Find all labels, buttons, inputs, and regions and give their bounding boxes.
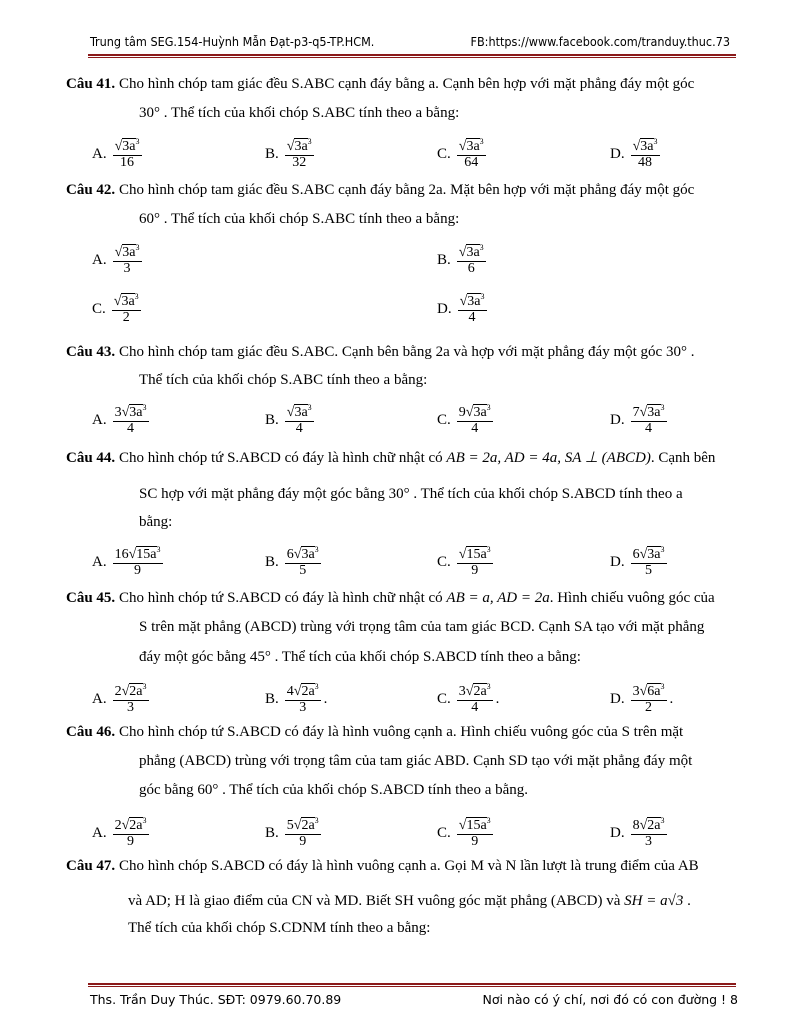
q46-line3: góc bằng 60° . Thể tích của khối chóp S.ABCD tính theo a bằng. — [139, 782, 529, 798]
q42-option-d — [437, 293, 487, 325]
radicand: 3a — [466, 245, 480, 260]
option-label: A. — [92, 553, 107, 570]
q41-option-b — [265, 138, 314, 170]
exponent: 3 — [142, 682, 147, 691]
fraction-denominator: 32 — [292, 154, 307, 170]
fraction-denominator: 48 — [638, 154, 653, 170]
footer-rule-thin — [88, 986, 736, 987]
radical-sign: √ — [458, 547, 467, 562]
q42-option-a — [92, 244, 142, 276]
radical-sign: √ — [293, 684, 302, 699]
fraction-numerator — [113, 546, 163, 564]
fraction-numerator — [457, 683, 493, 701]
question-47: Câu 47. Cho hình chóp S.ABCD có đáy là hình vuông cạnh a. Gọi M và N lần lượt là trung điểm của AB — [66, 858, 699, 874]
fraction-denominator: 9 — [471, 833, 479, 849]
exponent: 3 — [660, 816, 665, 825]
exponent: 3 — [314, 816, 319, 825]
question-42: Câu 42. Cho hình chóp tam giác đều S.ABC cạnh đáy bằng 2a. Mặt bên hợp với mặt phẳng đáy một góc — [66, 182, 695, 198]
option-fraction — [631, 546, 667, 578]
coefficient: 3 — [114, 405, 122, 420]
fraction-numerator — [113, 244, 142, 262]
option-fraction — [285, 138, 314, 170]
coefficient: 5 — [286, 818, 294, 833]
exponent: 3 — [142, 403, 147, 412]
q44-option-a — [92, 546, 163, 578]
radical-sign: √ — [459, 294, 468, 309]
header-right: FB:https://www.facebook.com/tranduy.thuc.73 — [470, 34, 730, 49]
q42-line2: 60° . Thể tích của khối chóp S.ABC tính theo a bằng: — [139, 211, 460, 227]
radical-sign: √ — [639, 405, 648, 420]
radicand: 3a — [467, 294, 481, 309]
question-43: Câu 43. Cho hình chóp tam giác đều S.ABC. Cạnh bên bằng 2a và hợp với mặt phẳng đáy một góc 30° . — [66, 344, 695, 360]
fraction-numerator — [113, 404, 149, 422]
option-fraction — [457, 817, 493, 849]
q41-option-a — [92, 138, 142, 170]
q46-option-c — [437, 817, 493, 849]
option-fraction — [631, 138, 660, 170]
radicand: 15a — [136, 547, 157, 562]
fraction-numerator — [631, 404, 667, 422]
option-label: D. — [610, 553, 625, 570]
option-fraction — [113, 404, 149, 436]
option-fraction — [458, 293, 487, 325]
radical-sign: √ — [458, 818, 467, 833]
q44-line3: bằng: — [139, 514, 173, 530]
exponent: 3 — [135, 243, 140, 252]
radical-sign: √ — [639, 547, 648, 562]
fraction-numerator — [112, 293, 141, 311]
exponent: 3 — [486, 545, 491, 554]
q41-option-d — [610, 138, 660, 170]
fraction-numerator — [113, 683, 149, 701]
radicand: 3a — [301, 547, 315, 562]
radical-sign: √ — [458, 245, 467, 260]
q46-option-a — [92, 817, 149, 849]
radical-sign: √ — [114, 245, 123, 260]
exponent: 3 — [314, 682, 319, 691]
radicand: 3a — [122, 139, 136, 154]
q42-option-c — [92, 293, 141, 325]
fraction-denominator: 16 — [120, 154, 135, 170]
option-fraction — [631, 404, 667, 436]
option-label: A. — [92, 145, 107, 162]
coefficient: 2 — [114, 684, 122, 699]
fraction-denominator: 64 — [464, 154, 479, 170]
q45-line3: đáy một góc bằng 45° . Thể tích của khối chóp S.ABCD tính theo a bằng: — [139, 649, 581, 665]
fraction-denominator: 6 — [467, 260, 475, 276]
q46-line2: phẳng (ABCD) trùng với trọng tâm của tam giác ABD. Cạnh SD tạo với mặt phẳng đáy một — [139, 753, 693, 769]
option-label: D. — [610, 145, 625, 162]
fraction-numerator — [631, 138, 660, 156]
q45-line2: S trên mặt phẳng (ABCD) trùng với trọng tâm của tam giác BCD. Cạnh SA tạo với mặt phẳng — [139, 619, 705, 635]
fraction-denominator: 4 — [471, 699, 479, 715]
option-fraction — [457, 404, 493, 436]
radicand: 2a — [473, 684, 487, 699]
q42-option-b — [437, 244, 486, 276]
q47-line3: Thể tích của khối chóp S.CDNM tính theo a bằng: — [128, 920, 431, 936]
coefficient: 3 — [632, 684, 640, 699]
option-label: B. — [265, 690, 279, 707]
option-fraction — [113, 244, 142, 276]
option-label: C. — [437, 553, 451, 570]
coefficient: 6 — [286, 547, 294, 562]
q45-option-d — [610, 683, 673, 715]
exponent: 3 — [314, 545, 319, 554]
exponent: 3 — [486, 682, 491, 691]
radicand: 3a — [121, 294, 135, 309]
option-label: B. — [265, 411, 279, 428]
q45-option-b — [265, 683, 327, 715]
radicand: 3a — [129, 405, 143, 420]
option-label: A. — [92, 251, 107, 268]
header-rule-thin — [88, 57, 736, 58]
option-fraction — [457, 546, 493, 578]
option-trailing: . — [323, 690, 328, 707]
fraction-denominator: 5 — [645, 562, 653, 578]
q43-option-d — [610, 404, 667, 436]
exponent: 3 — [307, 137, 312, 146]
q43-option-a — [92, 404, 149, 436]
q44-option-c — [437, 546, 493, 578]
option-label: C. — [437, 145, 451, 162]
fraction-denominator: 9 — [127, 833, 135, 849]
coefficient: 9 — [458, 405, 466, 420]
exponent: 3 — [660, 403, 665, 412]
radicand: 3a — [647, 405, 661, 420]
coefficient: 4 — [286, 684, 294, 699]
fraction-denominator: 3 — [127, 699, 135, 715]
fraction-numerator — [631, 683, 667, 701]
radicand: 3a — [122, 245, 136, 260]
exponent: 3 — [486, 816, 491, 825]
fraction-denominator: 3 — [123, 260, 131, 276]
coefficient: 8 — [632, 818, 640, 833]
option-fraction — [113, 138, 142, 170]
option-label: C. — [437, 690, 451, 707]
question-41: Câu 41. Cho hình chóp tam giác đều S.ABC cạnh đáy bằng a. Cạnh bên hợp với mặt phẳng đáy một góc — [66, 76, 695, 92]
option-trailing: . — [669, 690, 674, 707]
option-label: A. — [92, 690, 107, 707]
q41-option-c — [437, 138, 486, 170]
radical-sign: √ — [113, 294, 122, 309]
radicand: 3a — [466, 139, 480, 154]
option-fraction — [457, 683, 493, 715]
radical-sign: √ — [465, 405, 474, 420]
option-label: B. — [265, 824, 279, 841]
option-fraction — [113, 546, 163, 578]
fraction-numerator — [457, 404, 493, 422]
q44-option-d — [610, 546, 667, 578]
option-label: D. — [610, 411, 625, 428]
fraction-numerator — [457, 138, 486, 156]
radicand: 2a — [129, 684, 143, 699]
exponent: 3 — [134, 292, 139, 301]
radical-sign: √ — [286, 405, 295, 420]
option-label: C. — [437, 824, 451, 841]
fraction-denominator: 2 — [645, 699, 653, 715]
header-rule — [88, 54, 736, 56]
fraction-numerator — [285, 546, 321, 564]
radicand: 2a — [129, 818, 143, 833]
option-label: D. — [437, 300, 452, 317]
option-label: A. — [92, 824, 107, 841]
header-left: Trung tâm SEG.154-Huỳnh Mẫn Đạt-p3-q5-TP.HCM. — [90, 34, 375, 49]
radical-sign: √ — [114, 139, 123, 154]
exponent: 3 — [660, 682, 665, 691]
exponent: 3 — [135, 137, 140, 146]
fraction-denominator: 5 — [299, 562, 307, 578]
option-label: B. — [437, 251, 451, 268]
radical-sign: √ — [121, 818, 130, 833]
radicand: 15a — [466, 547, 487, 562]
fraction-denominator: 9 — [299, 833, 307, 849]
option-fraction — [113, 683, 149, 715]
fraction-denominator: 4 — [468, 309, 476, 325]
fraction-numerator — [631, 546, 667, 564]
page-footer — [90, 992, 738, 1007]
exponent: 3 — [142, 816, 147, 825]
option-fraction — [285, 546, 321, 578]
q46-option-d — [610, 817, 667, 849]
exponent: 3 — [660, 545, 665, 554]
option-fraction — [285, 817, 321, 849]
radicand: 6a — [647, 684, 661, 699]
fraction-denominator: 9 — [134, 562, 142, 578]
radicand: 3a — [473, 405, 487, 420]
question-45: Câu 45. Cho hình chóp tứ S.ABCD có đáy là hình chữ nhật có AB = a, AD = 2a. Hình chiếu vuông góc của — [66, 590, 715, 606]
radical-sign: √ — [632, 139, 641, 154]
fraction-denominator: 2 — [122, 309, 130, 325]
option-fraction — [631, 817, 667, 849]
fraction-denominator: 4 — [295, 420, 303, 436]
radicand: 3a — [294, 139, 308, 154]
radicand: 3a — [640, 139, 654, 154]
fraction-denominator: 4 — [471, 420, 479, 436]
footer-right: Nơi nào có ý chí, nơi đó có con đường ! 8 — [482, 992, 738, 1007]
q41-line2: 30° . Thể tích của khối chóp S.ABC tính theo a bằng: — [139, 105, 460, 121]
radical-sign: √ — [639, 684, 648, 699]
radical-sign: √ — [286, 139, 295, 154]
exponent: 3 — [479, 137, 484, 146]
page-header — [90, 34, 730, 49]
option-fraction — [285, 404, 314, 436]
radical-sign: √ — [465, 684, 474, 699]
coefficient: 16 — [114, 547, 129, 562]
fraction-numerator — [285, 817, 321, 835]
radical-sign: √ — [458, 139, 467, 154]
radicand: 15a — [466, 818, 487, 833]
fraction-numerator — [458, 293, 487, 311]
fraction-denominator: 4 — [645, 420, 653, 436]
fraction-denominator: 4 — [127, 420, 135, 436]
radical-sign: √ — [128, 547, 137, 562]
radicand: 3a — [647, 547, 661, 562]
fraction-denominator: 9 — [471, 562, 479, 578]
exponent: 3 — [486, 403, 491, 412]
coefficient: 3 — [458, 684, 466, 699]
radical-sign: √ — [121, 405, 130, 420]
option-label: C. — [92, 300, 106, 317]
radicand: 2a — [301, 818, 315, 833]
coefficient: 6 — [632, 547, 640, 562]
fraction-numerator — [457, 244, 486, 262]
option-label: A. — [92, 411, 107, 428]
footer-left: Ths. Trần Duy Thúc. SĐT: 0979.60.70.89 — [90, 992, 342, 1007]
q46-option-b — [265, 817, 321, 849]
fraction-numerator — [457, 546, 493, 564]
radical-sign: √ — [293, 547, 302, 562]
option-label: D. — [610, 690, 625, 707]
option-fraction — [112, 293, 141, 325]
question-44: Câu 44. Cho hình chóp tứ S.ABCD có đáy là hình chữ nhật có AB = 2a, AD = 4a, SA ⊥ (ABCD). Cạnh bên — [66, 450, 716, 466]
option-fraction — [631, 683, 667, 715]
fraction-numerator — [113, 817, 149, 835]
option-fraction — [457, 138, 486, 170]
q45-option-a — [92, 683, 149, 715]
q45-option-c — [437, 683, 499, 715]
option-label: C. — [437, 411, 451, 428]
radical-sign: √ — [121, 684, 130, 699]
q44-option-b — [265, 546, 321, 578]
question-46: Câu 46. Cho hình chóp tứ S.ABCD có đáy là hình vuông cạnh a. Hình chiếu vuông góc của S trên mặt — [66, 724, 684, 740]
option-fraction — [457, 244, 486, 276]
exponent: 3 — [653, 137, 658, 146]
fraction-numerator — [285, 683, 321, 701]
fraction-numerator — [457, 817, 493, 835]
radicand: 2a — [301, 684, 315, 699]
option-fraction — [285, 683, 321, 715]
option-label: D. — [610, 824, 625, 841]
radical-sign: √ — [293, 818, 302, 833]
footer-rule — [88, 983, 736, 985]
option-label: B. — [265, 553, 279, 570]
exponent: 3 — [307, 403, 312, 412]
exponent: 3 — [156, 545, 161, 554]
fraction-denominator: 3 — [299, 699, 307, 715]
fraction-numerator — [113, 138, 142, 156]
option-trailing: . — [495, 690, 500, 707]
q43-line2: Thể tích của khối chóp S.ABC tính theo a bằng: — [139, 372, 428, 388]
fraction-numerator — [285, 138, 314, 156]
radicand: 2a — [647, 818, 661, 833]
q44-line2: SC hợp với mặt phẳng đáy một góc bằng 30° . Thể tích của khối chóp S.ABCD tính theo a — [139, 486, 683, 502]
option-fraction — [113, 817, 149, 849]
radicand: 3a — [294, 405, 308, 420]
coefficient: 2 — [114, 818, 122, 833]
fraction-numerator — [631, 817, 667, 835]
radical-sign: √ — [639, 818, 648, 833]
option-label: B. — [265, 145, 279, 162]
q43-option-c — [437, 404, 493, 436]
exponent: 3 — [479, 243, 484, 252]
q47-line2: và AD; H là giao điểm của CN và MD. Biết SH vuông góc mặt phẳng (ABCD) và SH = a√3 . — [128, 893, 691, 909]
exponent: 3 — [480, 292, 485, 301]
q43-option-b — [265, 404, 314, 436]
fraction-numerator — [285, 404, 314, 422]
fraction-denominator: 3 — [645, 833, 653, 849]
coefficient: 7 — [632, 405, 640, 420]
